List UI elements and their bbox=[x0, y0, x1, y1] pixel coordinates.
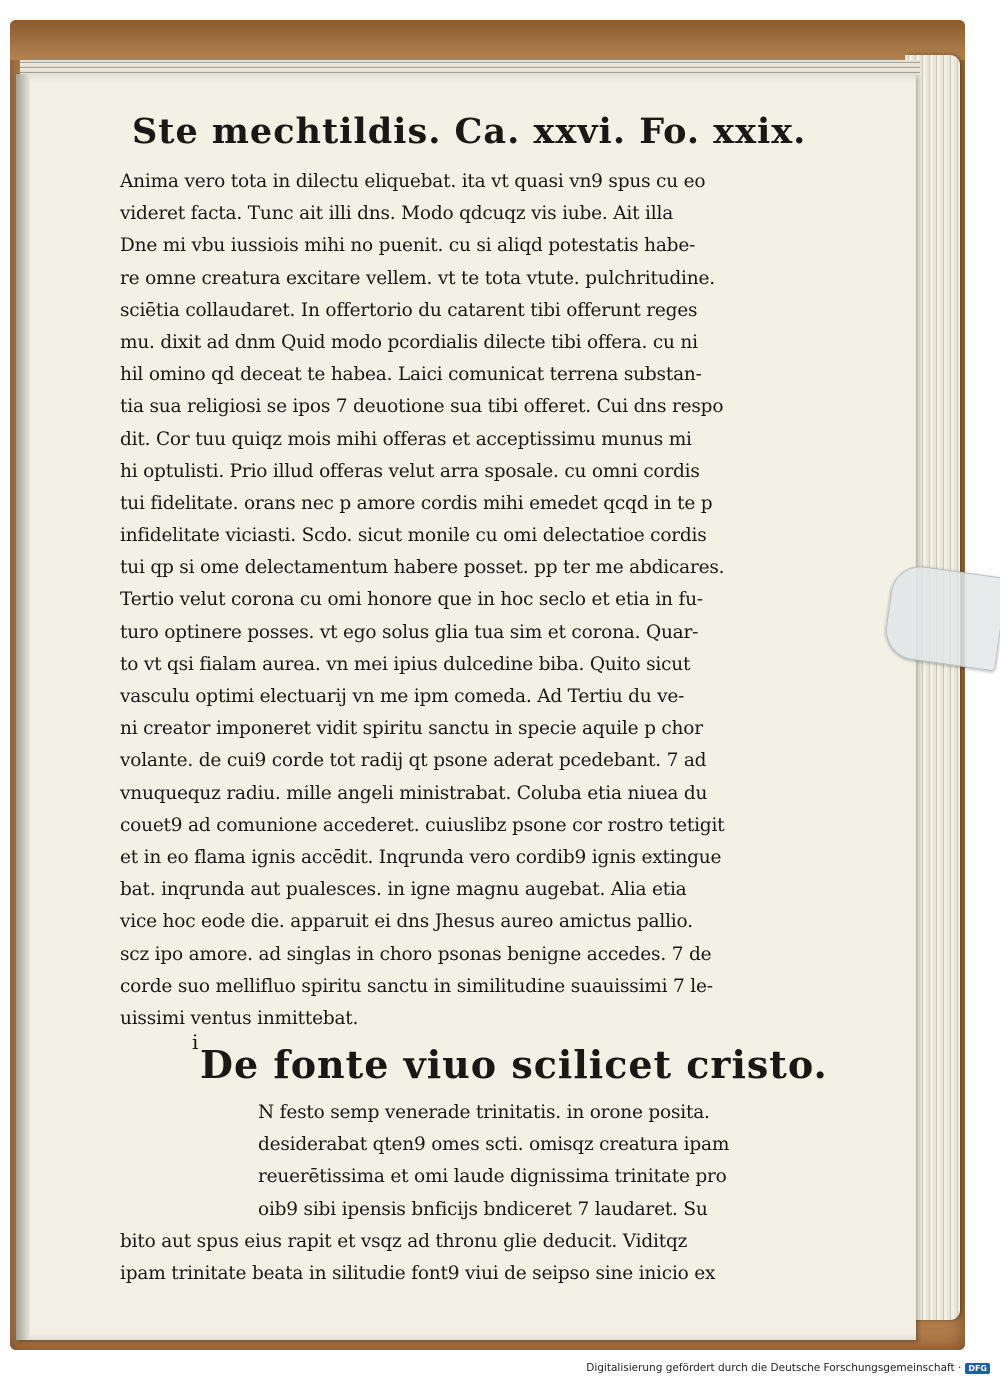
text-line: vnuquequz radiu. mille angeli ministrabat. Coluba etia niuea du bbox=[120, 782, 708, 804]
text-line: tui fidelitate. orans nec p amore cordis mihi emedet qcqd in te p bbox=[120, 492, 713, 514]
text-line: videret facta. Tunc ait illi dns. Modo qdcuqz vis iube. Ait illa bbox=[120, 203, 674, 225]
page-gutter bbox=[16, 74, 30, 1340]
cover-top-edge bbox=[10, 20, 965, 60]
dfg-logo: DFG bbox=[965, 1363, 990, 1374]
text-line: hil omino qd deceat te habea. Laici comunicat terrena substan- bbox=[120, 364, 702, 386]
text-line: scz ipo amore. ad singlas in choro psonas benigne accedes. 7 de bbox=[120, 943, 712, 965]
text-line: sciētia collaudaret. In offertorio du catarent tibi offerunt reges bbox=[120, 299, 698, 321]
text-line: uissimi ventus inmittebat. bbox=[120, 1007, 359, 1029]
footer-credit bbox=[586, 1362, 990, 1374]
text-line: oib9 sibi ipensis bnficijs bndiceret 7 laudaret. Su bbox=[258, 1198, 708, 1220]
text-line: et in eo flama ignis accēdit. Inqrunda vero cordib9 ignis extingue bbox=[120, 846, 722, 868]
text-line: Anima vero tota in dilectu eliquebat. ita vt quasi vn9 spus cu eo bbox=[120, 171, 706, 192]
page-text bbox=[120, 110, 828, 1290]
main-paragraph bbox=[120, 166, 780, 1035]
text-line: bito aut spus eius rapit et vsqz ad thronu glie deducit. Viditqz bbox=[120, 1230, 688, 1252]
text-line: hi optulisti. Prio illud offeras velut arra sposale. cu omni cordis bbox=[120, 460, 700, 482]
text-line: ipam trinitate beata in silitudie font9 viui de seipso sine inicio ex bbox=[120, 1263, 716, 1284]
text-line: Tertio velut corona cu omi honore que in hoc seclo et etia in fu- bbox=[120, 589, 703, 611]
text-line: infidelitate viciasti. Scdo. sicut monile cu omi delectatioe cordis bbox=[120, 525, 707, 547]
text-line: N festo semp venerade trinitatis. in orone posita. bbox=[258, 1102, 710, 1124]
text-line: desiderabat qten9 omes scti. omisqz creatura ipam bbox=[258, 1134, 730, 1156]
text-line: re omne creatura excitare vellem. vt te tota vtute. pulchritudine. bbox=[120, 267, 715, 289]
text-line: turo optinere posses. vt ego solus glia tua sim et corona. Quar- bbox=[120, 621, 699, 643]
text-line: vasculu optimi electuarij vn me ipm comeda. Ad Tertiu du ve- bbox=[120, 686, 685, 707]
initial-guide-letter: i bbox=[192, 1030, 199, 1054]
text-line: dit. Cor tuu quiqz mois mihi offeras et acceptissimu munus mi bbox=[120, 428, 692, 450]
text-line: bat. inqrunda aut pualesces. in igne magnu augebat. Alia etia bbox=[120, 879, 687, 901]
text-line: ni creator imponeret vidit spiritu sanctu in specie aquile p chor bbox=[120, 718, 703, 740]
text-line: tui qp si ome delectamentum habere posset. pp ter me abdicares. bbox=[120, 557, 725, 579]
text-line: volante. de cui9 corde tot radij qt psone aderat pcedebant. 7 ad bbox=[120, 750, 707, 772]
section-paragraph bbox=[120, 1097, 780, 1290]
section-heading: De fonte viuo scilicet cristo. bbox=[200, 1042, 828, 1088]
text-line: to vt qsi fialam aurea. vn mei ipius dulcedine biba. Quito sicut bbox=[120, 653, 691, 675]
bookmark-tab bbox=[882, 563, 1000, 672]
running-head: Ste mechtildis. Ca. xxvi. Fo. xxix. bbox=[132, 111, 807, 152]
footer-credit-text: Digitalisierung gefördert durch die Deutsche Forschungsgemeinschaft · bbox=[586, 1362, 962, 1374]
text-line: reuerētissima et omi laude dignissima trinitate pro bbox=[258, 1166, 727, 1188]
text-line: corde suo mellifluo spiritu sanctu in similitudine suauissimi 7 le- bbox=[120, 975, 713, 997]
text-line: vice hoc eode die. apparuit ei dns Jhesus aureo amictus pallio. bbox=[120, 911, 693, 933]
text-line: mu. dixit ad dnm Quid modo pcordialis dilecte tibi offera. cu ni bbox=[120, 331, 698, 353]
text-line: couet9 ad comunione accederet. cuiuslibz psone cor rostro tetigit bbox=[120, 814, 725, 836]
text-line: tia sua religiosi se ipos 7 deuotione sua tibi offeret. Cui dns respo bbox=[120, 396, 724, 418]
text-line: Dne mi vbu iussiois mihi no puenit. cu si aliqd potestatis habe- bbox=[120, 235, 696, 257]
